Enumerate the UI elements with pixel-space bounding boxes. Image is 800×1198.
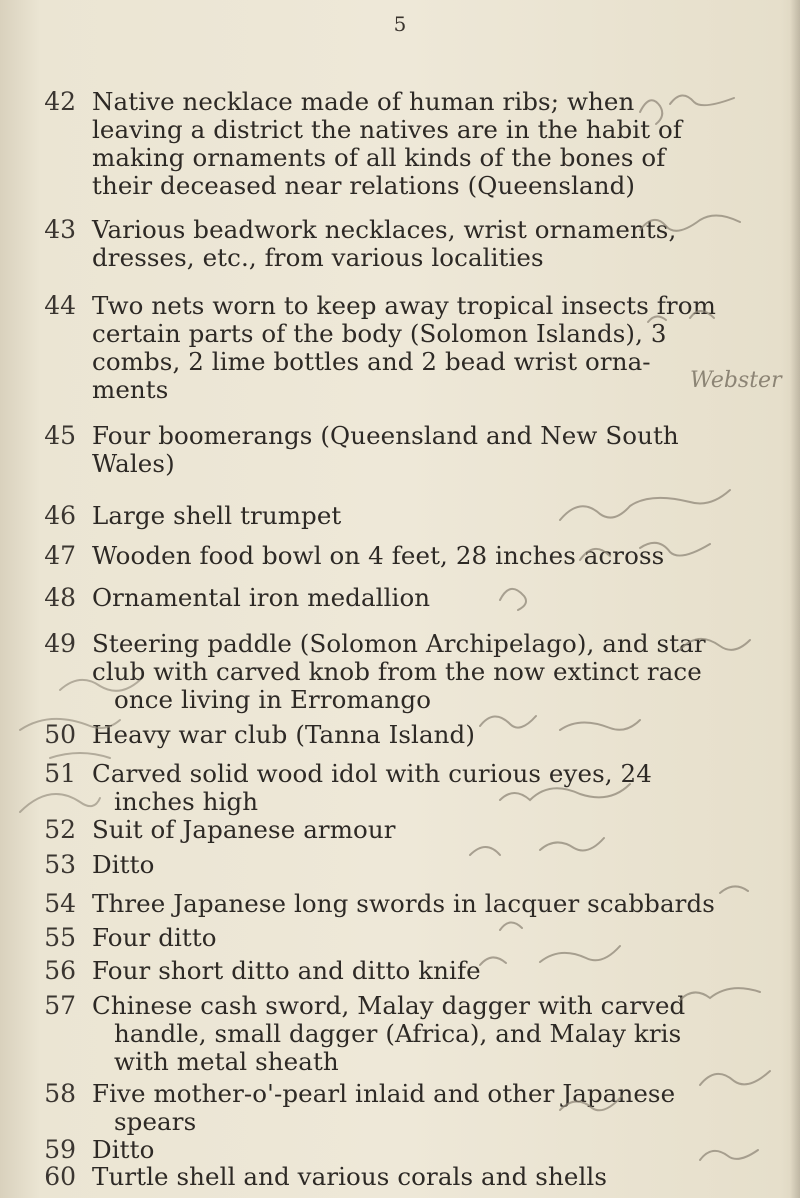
lot-description xyxy=(92,816,692,844)
lot-number: 53 xyxy=(44,850,76,879)
lot-line: Steering paddle (Solomon Archipelago), and star xyxy=(92,629,706,658)
handwritten-buyer-note: Webster xyxy=(690,368,782,393)
lot-line: Ditto xyxy=(92,1135,155,1164)
lot-line: club with carved knob from the now extinct race xyxy=(92,657,702,686)
lot-description xyxy=(92,629,706,714)
lot-line: combs, 2 lime bottles and 2 bead wrist orna- xyxy=(92,347,651,376)
lot-description xyxy=(92,422,692,478)
lot-line: once living in Erromango xyxy=(114,685,432,714)
lot-number: 44 xyxy=(44,291,76,320)
lot-description xyxy=(92,992,692,1076)
lot-description xyxy=(92,924,692,952)
lot-line: Chinese cash sword, Malay dagger with carved xyxy=(92,991,686,1020)
lot-number: 43 xyxy=(44,215,76,244)
lot-number: 56 xyxy=(44,956,76,985)
lot-line: Large shell trumpet xyxy=(92,501,342,530)
lot-line: ments xyxy=(92,375,169,404)
lot-line: handle, small dagger (Africa), and Malay kris xyxy=(114,1019,682,1048)
lot-line: Ditto xyxy=(92,850,155,879)
lot-number: 49 xyxy=(44,629,76,658)
lot-description xyxy=(92,216,692,272)
lot-number: 50 xyxy=(44,720,76,749)
lot-line: Three Japanese long swords in lacquer scabbards xyxy=(92,889,715,918)
lot-number: 47 xyxy=(44,541,76,570)
lot-number: 57 xyxy=(44,991,76,1020)
lot-line: leaving a district the natives are in the habit of xyxy=(92,115,683,144)
lot-line: Four short ditto and ditto knife xyxy=(92,956,481,985)
lot-description xyxy=(92,1163,692,1191)
lot-line: Carved solid wood idol with curious eyes, 24 xyxy=(92,759,652,788)
lot-description xyxy=(92,584,692,612)
lot-line: Ornamental iron medallion xyxy=(92,583,431,612)
lot-line: certain parts of the body (Solomon Islands), 3 xyxy=(92,319,667,348)
lot-line: making ornaments of all kinds of the bones of xyxy=(92,143,666,172)
lot-line: inches high xyxy=(114,787,259,816)
lot-line: Four ditto xyxy=(92,923,217,952)
lot-number: 51 xyxy=(44,759,76,788)
lot-number: 55 xyxy=(44,923,76,952)
lot-description xyxy=(92,851,692,879)
lot-line: Suit of Japanese armour xyxy=(92,815,396,844)
lot-number: 54 xyxy=(44,889,76,918)
lot-description xyxy=(92,291,716,404)
lot-line: Various beadwork necklaces, wrist ornaments, xyxy=(92,215,677,244)
lot-number: 45 xyxy=(44,421,76,450)
lot-line: Four boomerangs (Queensland and New South xyxy=(92,421,679,450)
lot-line: Heavy war club (Tanna Island) xyxy=(92,720,475,749)
lot-description xyxy=(92,1080,692,1136)
lot-line: Wales) xyxy=(92,449,175,478)
lot-description xyxy=(92,88,692,200)
lot-line: with metal sheath xyxy=(114,1047,339,1076)
lot-line: Turtle shell and various corals and shells xyxy=(92,1162,607,1191)
lot-number: 42 xyxy=(44,87,76,116)
lot-number: 52 xyxy=(44,815,76,844)
lot-line: spears xyxy=(114,1107,197,1136)
lot-description xyxy=(92,542,692,570)
lot-line: Native necklace made of human ribs; when xyxy=(92,87,635,116)
lot-number: 58 xyxy=(44,1079,76,1108)
lot-line: Wooden food bowl on 4 feet, 28 inches across xyxy=(92,541,665,570)
page-number: 5 xyxy=(393,12,407,36)
lot-description xyxy=(92,760,692,816)
lot-number: 46 xyxy=(44,501,76,530)
lot-line: their deceased near relations (Queensland) xyxy=(92,171,636,200)
lot-description xyxy=(92,721,692,749)
lot-description xyxy=(92,957,692,985)
lot-line: Two nets worn to keep away tropical insects from xyxy=(92,291,716,320)
lot-description xyxy=(92,502,692,530)
lot-description xyxy=(92,1136,692,1164)
lot-number: 48 xyxy=(44,583,76,612)
lot-number: 60 xyxy=(44,1162,76,1191)
lot-line: dresses, etc., from various localities xyxy=(92,243,544,272)
lot-line: Five mother-o'-pearl inlaid and other Japanese xyxy=(92,1079,676,1108)
page-edge-shadow xyxy=(790,0,800,1198)
lot-description xyxy=(92,889,715,918)
lot-number: 59 xyxy=(44,1135,76,1164)
